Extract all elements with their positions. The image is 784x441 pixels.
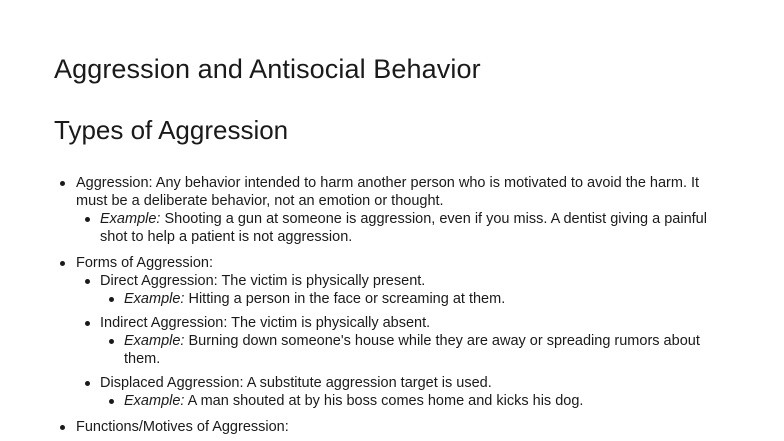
bullet-icon [60,425,65,430]
list-item-indirect [100,314,734,368]
example-text: A man shouted at by his boss comes home and kicks his dog. [184,393,584,409]
bullet-icon [109,297,114,302]
bullet-icon [85,279,90,284]
list-item-example [100,210,734,246]
sublist-displaced [100,392,734,410]
bullet-icon [85,321,90,326]
definition-displaced: A substitute aggression target is used. [243,375,492,391]
aggression-list [54,174,734,441]
definition-direct: The victim is physically present. [217,273,426,289]
term-displaced: Displaced Aggression: [100,375,244,391]
example-text: Burning down someone's house while they are away or spreading rumors about them. [124,333,700,367]
bullet-icon [85,217,90,222]
list-item-direct [100,272,734,308]
list-item-example [124,332,734,368]
bullet-icon [60,261,65,266]
bullet-icon [60,181,65,186]
page-title: Aggression and Antisocial Behavior [54,54,481,84]
sublist-indirect [100,332,734,368]
list-item-aggression [54,174,734,246]
list-item-example [124,392,734,410]
sublist-forms [76,272,734,410]
definition-aggression: Any behavior intended to harm another person who is motivated to avoid the harm. It must be a deliberate behavior, not an emotion or thought. [76,175,700,209]
bullet-icon [85,381,90,386]
term-aggression: Aggression: [76,175,153,191]
sublist-direct [100,290,734,308]
example-label: Example: [124,393,185,409]
list-item-forms [54,254,734,410]
example-label: Example: [100,211,161,227]
section-heading: Types of Aggression [54,115,289,145]
list-item-functions [54,418,734,436]
term-functions: Functions/Motives of Aggression: [76,419,289,435]
term-indirect: Indirect Aggression: [100,315,228,331]
term-direct: Direct Aggression: [100,273,218,289]
bullet-icon [109,339,114,344]
sublist-aggression [76,210,734,246]
list-item-displaced [100,374,734,410]
list-item-example [124,290,734,308]
example-label: Example: [124,291,185,307]
term-forms: Forms of Aggression: [76,255,213,271]
example-text: Hitting a person in the face or screaming at them. [184,291,506,307]
bullet-icon [109,399,114,404]
example-label: Example: [124,333,185,349]
definition-indirect: The victim is physically absent. [227,315,431,331]
example-text: Shooting a gun at someone is aggression, even if you miss. A dentist giving a painful shot to help a patient is not aggression. [100,211,707,245]
